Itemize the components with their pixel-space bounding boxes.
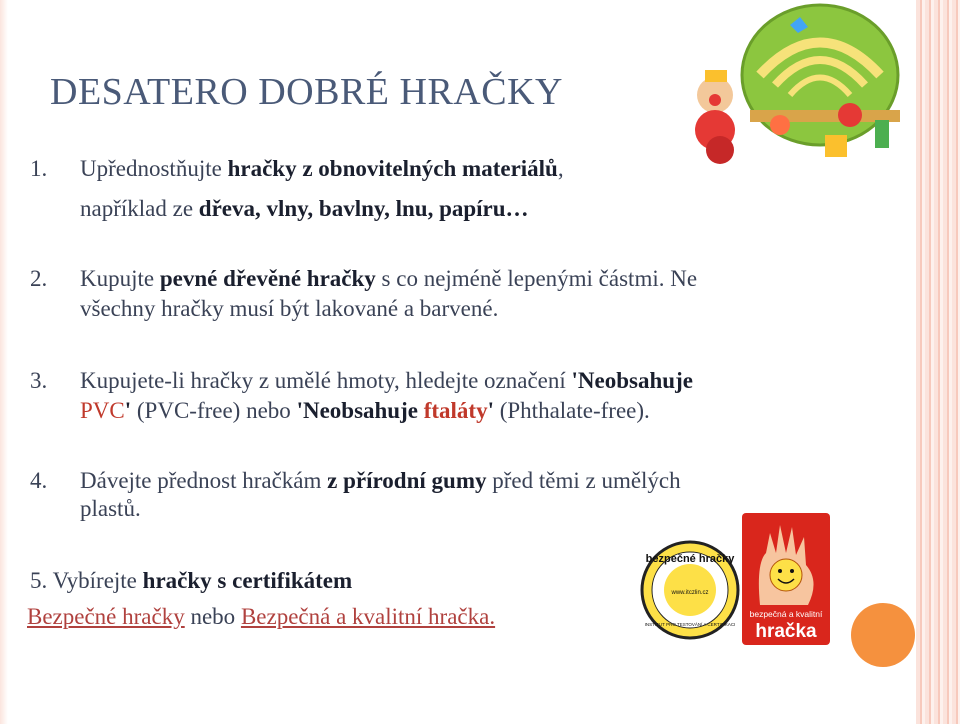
- link-bezpecne-hracky[interactable]: Bezpečné hračky: [27, 604, 185, 629]
- wooden-toy-illustration: [690, 0, 920, 170]
- list-item-4-line2: plastů.: [80, 496, 141, 521]
- right-decor-stripes: [916, 0, 960, 724]
- bezpecna-kvalitni-hracka-logo: [742, 513, 830, 645]
- link-bezpecna-kvalitni-hracka[interactable]: Bezpečná a kvalitní hračka.: [240, 604, 496, 629]
- list-item-3-line2: PVC' (PVC-free) nebo 'Neobsahuje ftaláty' (Phthalate-free).: [80, 398, 650, 423]
- list-item-3: 3. Kupujete-li hračky z umělé hmoty, hledejte označení 'Neobsahuje: [30, 366, 693, 396]
- list-item-1: 1. Upřednostňujte hračky z obnovitelných materiálů,: [30, 154, 564, 184]
- orange-decor-circle: [851, 603, 915, 667]
- svg-text:www.itczlin.cz: www.itczlin.cz: [671, 590, 709, 596]
- bezpecne-hracky-logo: [640, 540, 740, 640]
- list-item-2-line2: všechny hračky musí být lakované a barvené.: [80, 296, 499, 321]
- left-decor-stripe: [0, 0, 8, 724]
- item-number: 5.: [30, 568, 48, 593]
- list-item-2: 2. Kupujte pevné dřevěné hračky s co nejméně lepenými částmi. Ne: [30, 264, 697, 294]
- item-number: 4.: [30, 468, 48, 493]
- list-item-1-line2: například ze dřeva, vlny, bavlny, lnu, papíru…: [80, 196, 529, 221]
- item-number: 3.: [30, 368, 48, 393]
- item-number: 2.: [30, 266, 48, 291]
- item-number: 1.: [30, 156, 48, 181]
- list-item-4: 4. Dávejte přednost hračkám z přírodní gumy před těmi z umělých: [30, 466, 681, 496]
- list-item-5-line2: Bezpečné hračky nebo Bezpečná a kvalitní hračka.: [27, 604, 496, 629]
- svg-text:INSTITUT PRO TESTOVÁNÍ A CERTI: INSTITUT PRO TESTOVÁNÍ A CERTIFIKACI: [644, 622, 736, 627]
- list-item-5: 5. Vybírejte hračky s certifikátem: [30, 568, 353, 593]
- page-title: DESATERO DOBRÉ HRAČKY: [50, 71, 563, 113]
- svg-text:bezpečné hračky: bezpečné hračky: [645, 553, 735, 565]
- svg-text:hračka: hračka: [755, 621, 817, 642]
- svg-text:bezpečná a kvalitní: bezpečná a kvalitní: [749, 609, 823, 619]
